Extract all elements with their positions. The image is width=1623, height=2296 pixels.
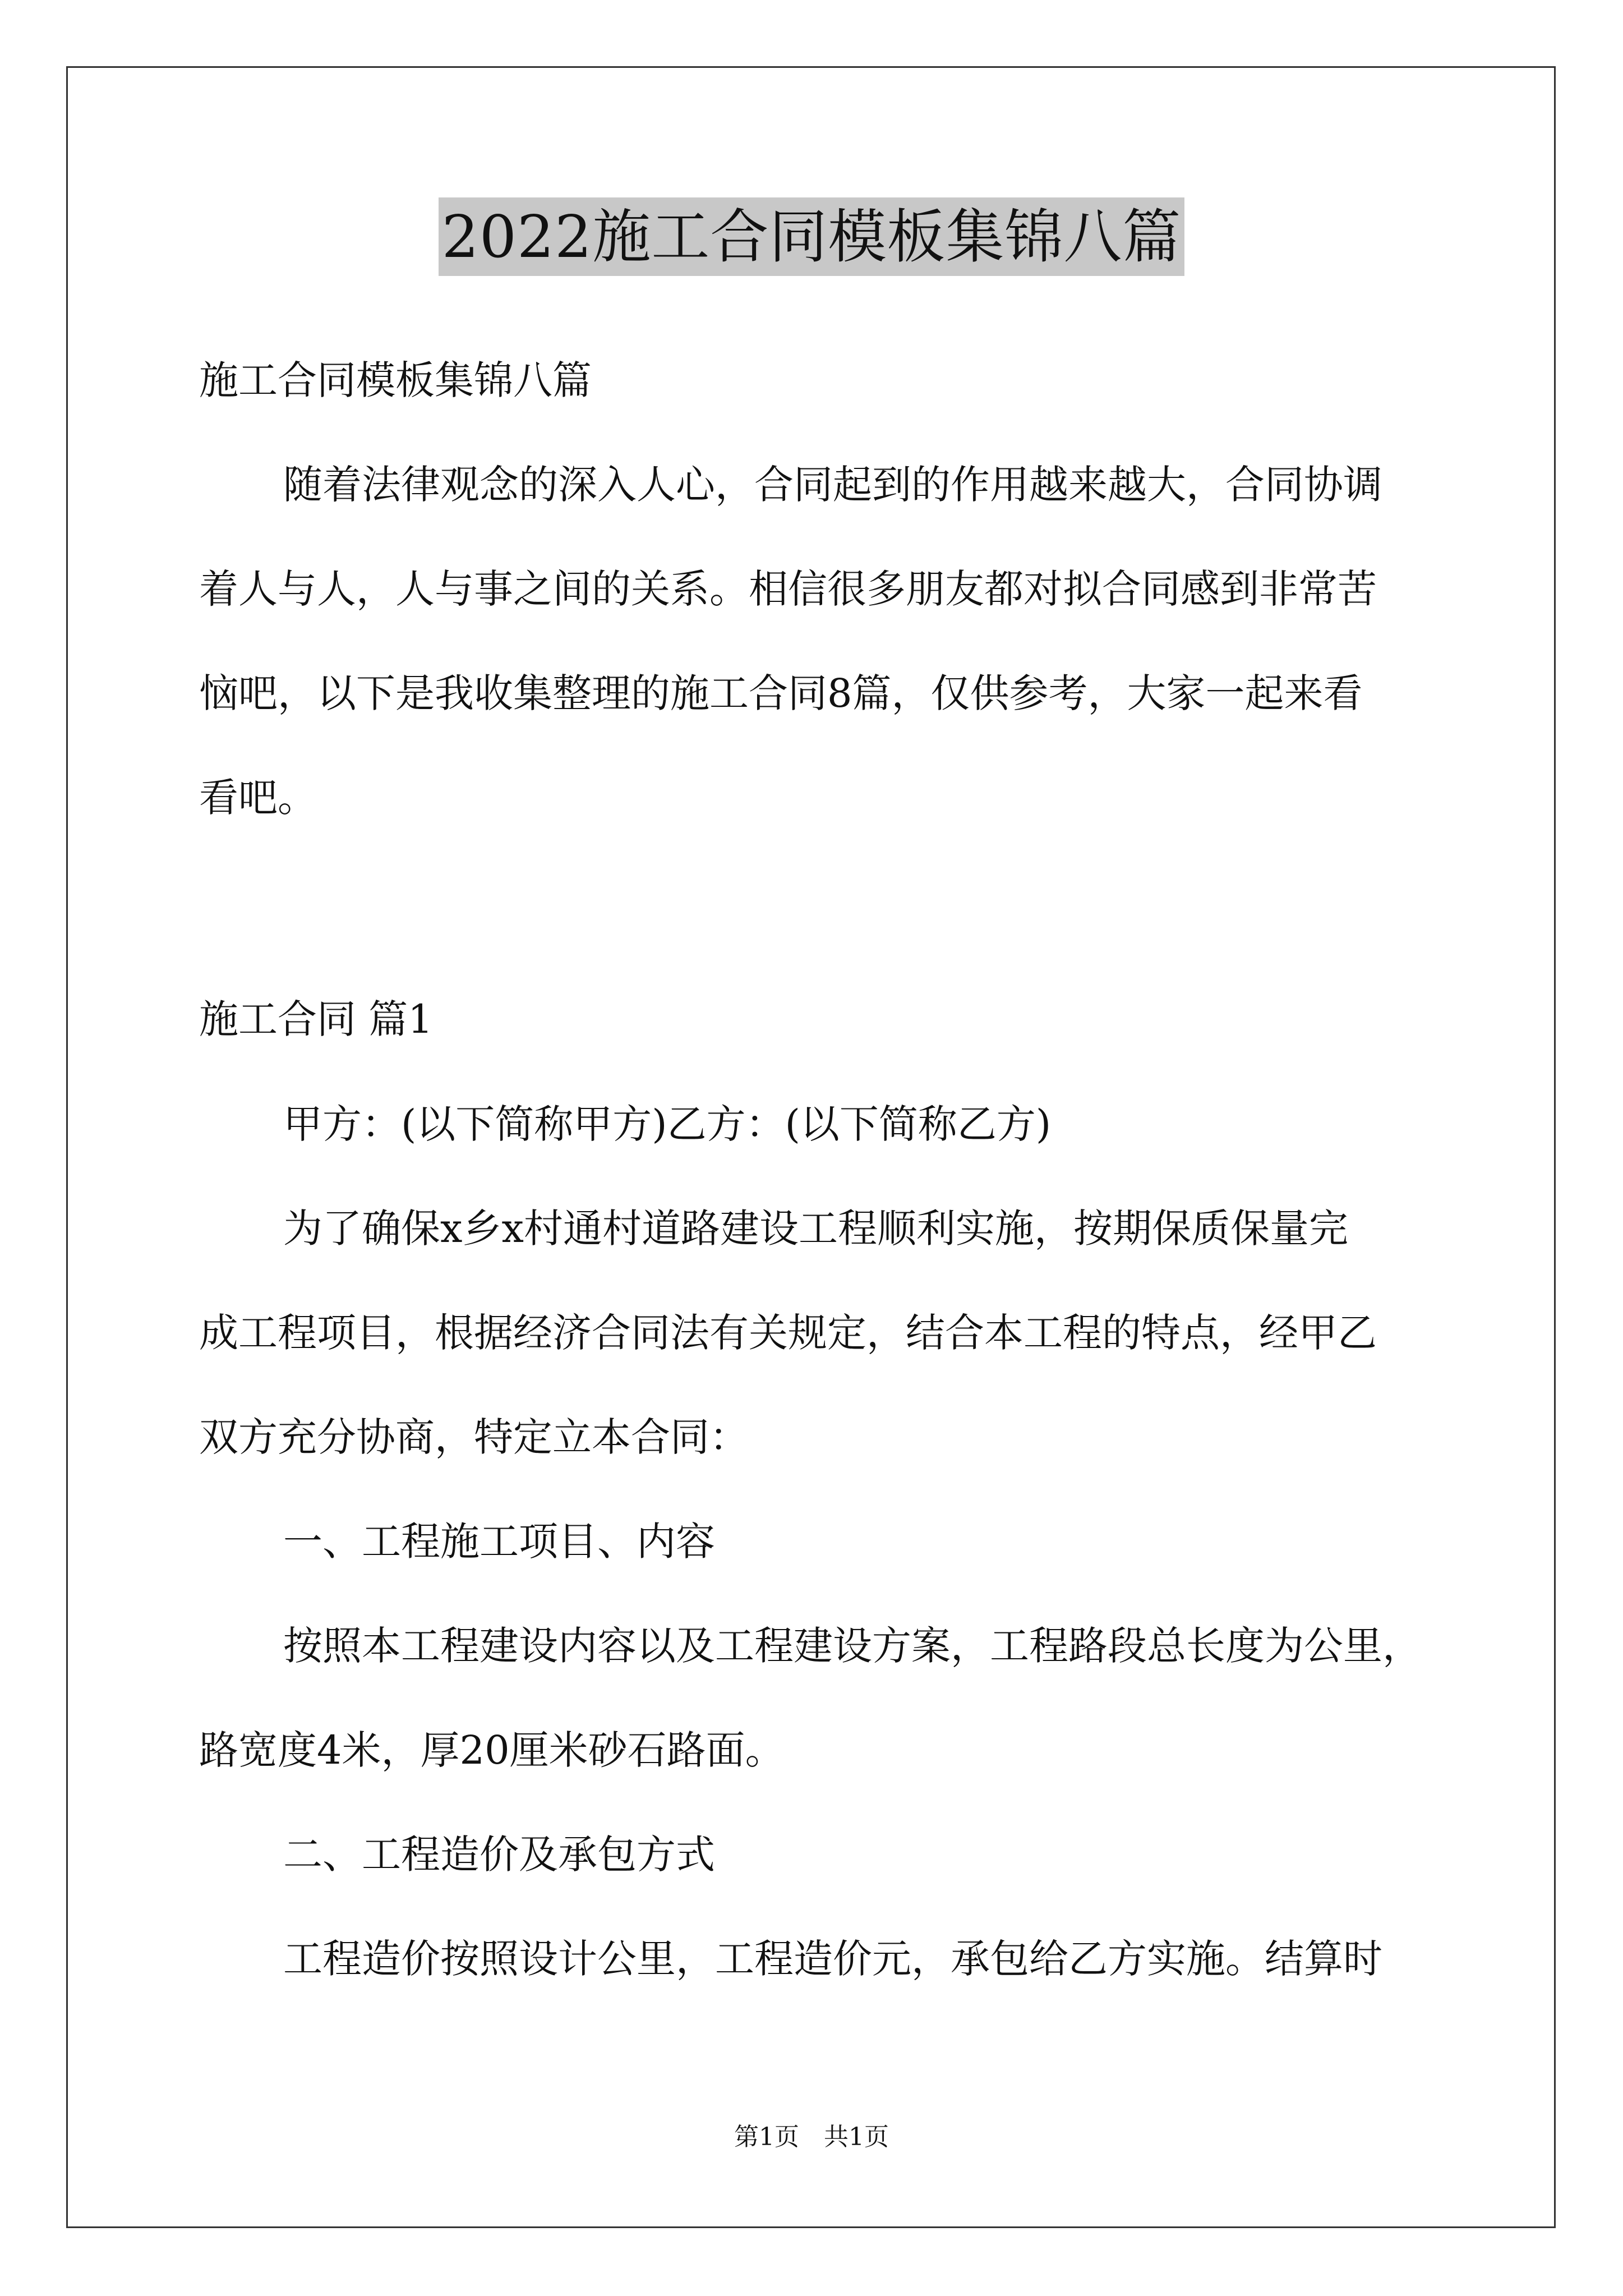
paragraph-line: 甲方：(以下简称甲方)乙方：(以下简称乙方) [283,1101,1052,1147]
document-title: 2022施工合同模板集锦八篇 [439,197,1185,276]
page-number-current: 第1页 [734,2123,799,2151]
clause-heading: 一、工程施工项目、内容 [283,1519,715,1565]
document-subtitle: 施工合同模板集锦八篇 [199,357,592,403]
title-container [0,197,1623,276]
paragraph-line: 双方充分协商，特定立本合同： [199,1414,749,1460]
paragraph-line: 成工程项目，根据经济合同法有关规定，结合本工程的特点，经甲乙 [199,1310,1377,1356]
clause-heading: 二、工程造价及承包方式 [283,1832,715,1878]
paragraph-line: 着人与人，人与事之间的关系。相信很多朋友都对拟合同感到非常苦 [199,566,1377,612]
paragraph-line: 看吧。 [199,775,317,821]
paragraph-line: 工程造价按照设计公里，工程造价元，承包给乙方实施。结算时 [283,1936,1382,1982]
paragraph-line: 按照本工程建设内容以及工程建设方案，工程路段总长度为公里， [283,1623,1422,1669]
section-heading: 施工合同 篇1 [199,996,433,1042]
page-number-total: 共1页 [824,2123,889,2151]
paragraph-line: 为了确保x乡x村通村道路建设工程顺利实施，按期保质保量完 [283,1205,1348,1251]
paragraph-line: 随着法律观念的深入人心，合同起到的作用越来越大，合同协调 [283,462,1382,508]
paragraph-line: 路宽度4米，厚20厘米砂石路面。 [199,1727,785,1773]
page-footer [0,2120,1623,2154]
paragraph-line: 恼吧，以下是我收集整理的施工合同8篇，仅供参考，大家一起来看 [199,670,1363,716]
